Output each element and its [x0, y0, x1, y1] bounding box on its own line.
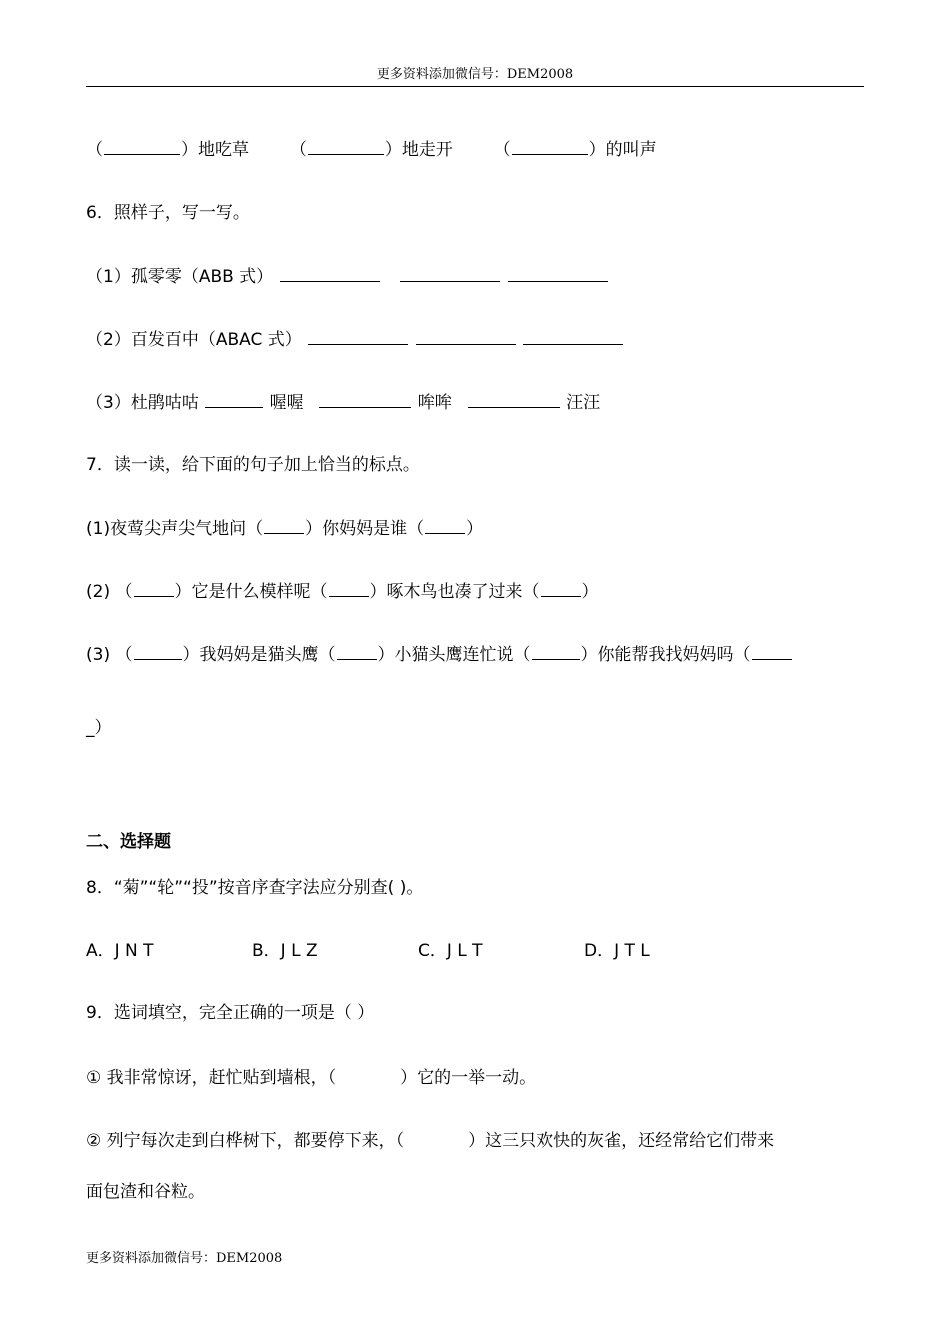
- sentence-number: (2): [86, 582, 111, 602]
- sentence-text: ）: [466, 519, 484, 539]
- paren-close: ）: [588, 140, 606, 160]
- onomatopoeia-word: 汪汪: [566, 393, 601, 413]
- q7-sentence-1: [86, 516, 483, 541]
- sentence-text: ② 列宁每次走到白桦树下，都要停下来，（: [86, 1131, 405, 1151]
- answer-blank[interactable]: [104, 137, 180, 155]
- punctuation-blank[interactable]: [134, 579, 174, 597]
- answer-blank[interactable]: [308, 137, 384, 155]
- sentence-text: ）你能帮我找妈妈吗（: [580, 645, 751, 665]
- punctuation-blank[interactable]: [264, 516, 304, 534]
- answer-blank[interactable]: [308, 327, 408, 345]
- punctuation-blank[interactable]: [329, 579, 369, 597]
- q8-title: 8．“菊”“轮”“投”按音序查字法应分别查( )。: [86, 878, 424, 898]
- paren-open: （: [493, 140, 511, 160]
- onomatopoeia-word: 哞哞: [417, 393, 452, 413]
- sentence-number: (1): [86, 519, 111, 539]
- paren-open: （: [289, 140, 307, 160]
- sentence-text: ）: [581, 582, 599, 602]
- q9-sentence-2: [86, 1129, 774, 1153]
- answer-blank[interactable]: [523, 327, 623, 345]
- q9-sentence-2-wrap: 面包渣和谷粒。: [86, 1182, 205, 1202]
- q6-item-3: [86, 390, 600, 415]
- sentence-text: ）它的一举一动。: [400, 1068, 537, 1088]
- answer-blank[interactable]: [416, 327, 516, 345]
- punctuation-blank[interactable]: [532, 642, 580, 660]
- phrase-text: 地走开: [401, 140, 453, 160]
- punctuation-blank[interactable]: [134, 642, 182, 660]
- sentence-text: ）你妈妈是谁（: [305, 519, 425, 539]
- sentence-text: ）这三只欢快的灰雀，还经常给它们带来: [468, 1131, 775, 1151]
- sentence-text: 夜莺尖声尖气地问（: [110, 519, 264, 539]
- q7-sentence-3-wrap: _）: [86, 718, 112, 738]
- q8-option-b[interactable]: B．J L Z: [252, 941, 318, 961]
- answer-blank[interactable]: [280, 264, 380, 282]
- q9-sentence-1: [86, 1066, 536, 1090]
- punctuation-blank[interactable]: [752, 642, 792, 660]
- answer-blank[interactable]: [468, 390, 560, 408]
- q7-title: 7．读一读，给下面的句子加上恰当的标点。: [86, 455, 420, 475]
- sentence-text: ）小猫头鹰连忙说（: [377, 645, 531, 665]
- answer-blank[interactable]: [508, 264, 608, 282]
- sentence-text: ）它是什么模样呢（: [174, 582, 328, 602]
- section-title: 二、选择题: [86, 832, 171, 852]
- q8-option-a[interactable]: A．J N T: [86, 941, 154, 961]
- q6-title: 6．照样子，写一写。: [86, 203, 250, 223]
- paren-open: （: [86, 140, 103, 160]
- phrase-text: 地吃草: [198, 140, 249, 160]
- page-header: 更多资料添加微信号：DEM2008: [86, 66, 864, 87]
- onomatopoeia-word: 喔喔: [269, 393, 304, 413]
- sentence-text: ）我妈妈是猫头鹰（: [182, 645, 336, 665]
- sentence-text: ① 我非常惊讶，赶忙贴到墙根，（: [86, 1068, 337, 1088]
- page-footer: 更多资料添加微信号：DEM2008: [86, 1251, 283, 1266]
- q6-item-3-prefix: （3）杜鹃咕咕: [86, 393, 199, 413]
- q8-option-d[interactable]: D．J T L: [584, 941, 650, 961]
- q6-item-2-label: （2）百发百中（ABAC 式）: [86, 330, 302, 350]
- punctuation-blank[interactable]: [425, 516, 465, 534]
- q6-item-1: [86, 264, 609, 289]
- punctuation-blank[interactable]: [541, 579, 581, 597]
- sentence-text: （: [115, 582, 133, 602]
- q8-option-c[interactable]: C．J L T: [418, 941, 483, 961]
- paren-close: ）: [384, 140, 402, 160]
- answer-blank[interactable]: [319, 390, 411, 408]
- answer-blank[interactable]: [512, 137, 588, 155]
- q7-sentence-3: [86, 642, 793, 667]
- q9-title: 9．选词填空，完全正确的一项是（ ）: [86, 1003, 375, 1023]
- q6-item-1-label: （1）孤零零（ABB 式）: [86, 267, 274, 287]
- punctuation-blank[interactable]: [337, 642, 377, 660]
- answer-blank[interactable]: [400, 264, 500, 282]
- sentence-text: （: [115, 645, 133, 665]
- q5-answer-line: [86, 137, 657, 162]
- paren-close: ）: [181, 140, 198, 160]
- sentence-number: (3): [86, 645, 111, 665]
- sentence-text: ）啄木鸟也凑了过来（: [369, 582, 540, 602]
- q6-item-2: [86, 327, 624, 352]
- q7-sentence-2: [86, 579, 599, 604]
- answer-blank[interactable]: [205, 390, 263, 408]
- phrase-text: 的叫声: [605, 140, 657, 160]
